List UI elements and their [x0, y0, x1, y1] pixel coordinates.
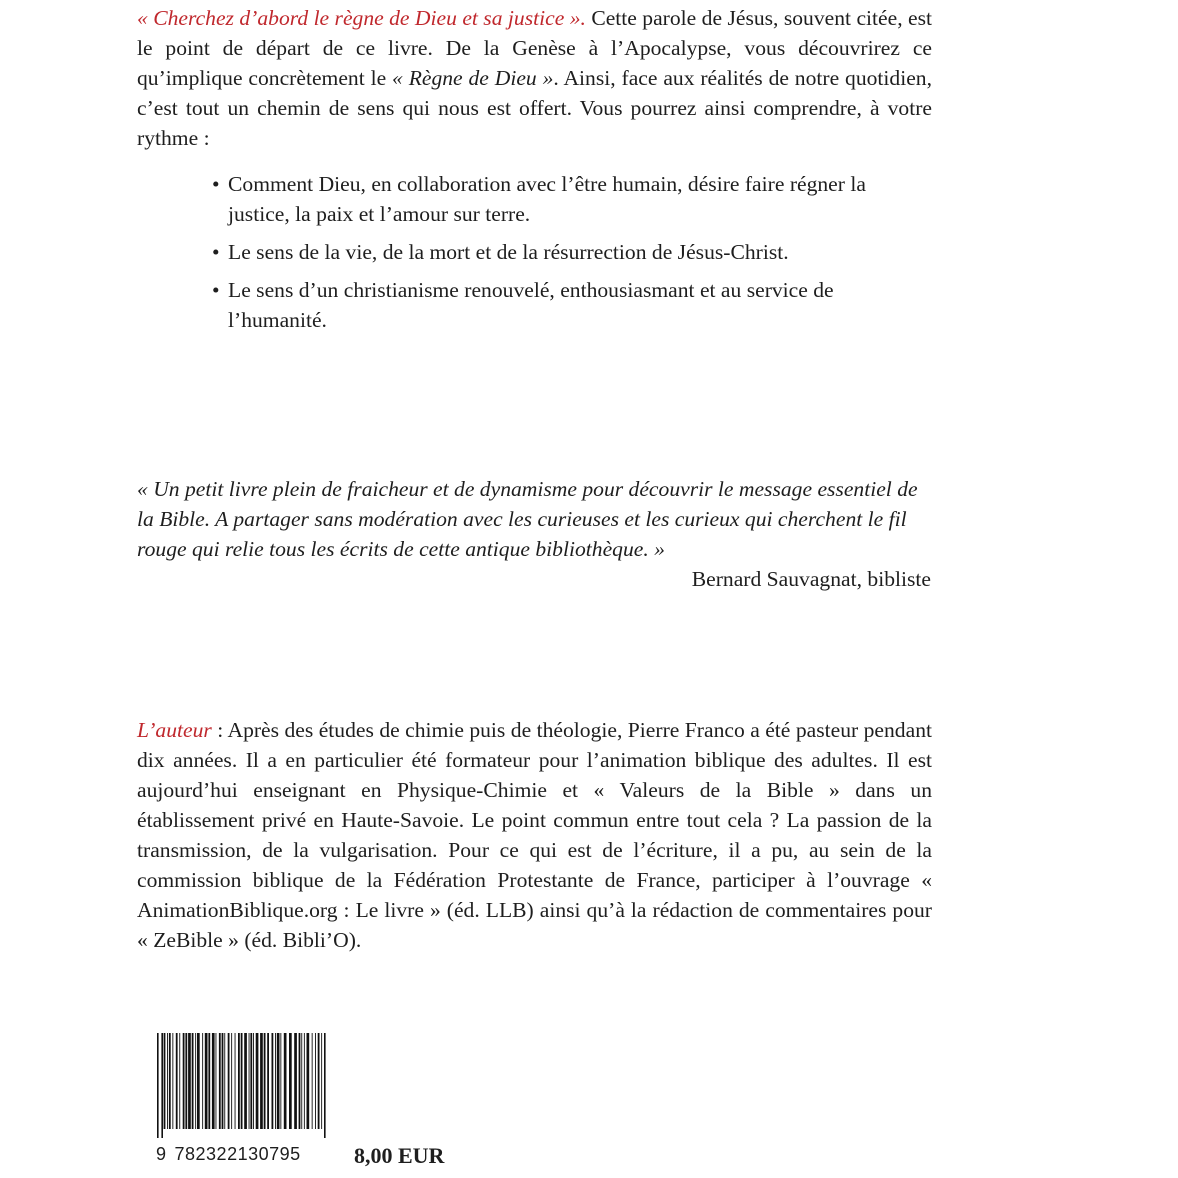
barcode-digit-lead: 9	[156, 1144, 167, 1164]
barcode-bar	[301, 1033, 302, 1129]
intro-paragraph	[137, 3, 932, 153]
barcode-bar	[267, 1033, 269, 1129]
barcode-bar	[277, 1033, 280, 1129]
barcode-bar	[260, 1033, 263, 1129]
barcode-bar	[195, 1033, 196, 1129]
review-author: Bernard Sauvagnat, bibliste	[691, 567, 931, 591]
barcode-bar	[157, 1033, 159, 1138]
bullet-item: • Le sens d’un christianisme renouvelé, enthousiasmant et au service de l’humanité.	[212, 275, 932, 335]
bullet-list	[212, 169, 932, 343]
barcode-image	[157, 1033, 327, 1138]
barcode-bar	[264, 1033, 266, 1129]
author-bio	[137, 715, 932, 955]
barcode-bar	[222, 1033, 224, 1129]
barcode-bar	[219, 1033, 221, 1129]
barcode-bar	[216, 1033, 217, 1129]
barcode-digits-rest: 782322130795	[174, 1144, 301, 1164]
barcode-bar	[304, 1033, 305, 1129]
bullet-item: • Le sens de la vie, de la mort et de la résurrection de Jésus-Christ.	[212, 237, 932, 267]
barcode-bar	[318, 1033, 320, 1129]
intro-regne: « Règne de Dieu »	[392, 66, 554, 90]
review-quote: « Un petit livre plein de fraicheur et de dynamisme pour découvrir le message essentiel de la Bible. A partager sans modération avec les curieuses et les curieux qui cherchent le fil rouge qui relie tous les écrits de cette antique bibliothèque. »	[137, 477, 918, 561]
barcode-bar	[307, 1033, 310, 1129]
intro-text-1: Cette parole de Jésus, souvent citée, est le point de départ de ce livre. De la Genèse à l’Apocalypse, vous découvrirez ce qu’implique concrètement le	[137, 6, 932, 90]
barcode-bar	[167, 1033, 168, 1129]
barcode-bar	[275, 1033, 276, 1129]
barcode-bar	[231, 1033, 232, 1129]
barcode-bar	[202, 1033, 203, 1129]
barcode-bar	[256, 1033, 259, 1129]
barcode-bar	[315, 1033, 316, 1129]
author-label: L’auteur	[137, 718, 212, 742]
barcode-bar	[192, 1033, 194, 1129]
barcode-bar	[188, 1033, 191, 1129]
barcode-bar	[299, 1033, 301, 1129]
barcode-bar	[324, 1033, 326, 1138]
barcode-bar	[176, 1033, 178, 1129]
barcode-bar	[169, 1033, 171, 1129]
barcode-bar	[241, 1033, 243, 1129]
barcode-bar	[205, 1033, 208, 1129]
barcode-bar	[235, 1033, 236, 1129]
barcode-bar	[185, 1033, 187, 1129]
bullet-item: • Comment Dieu, en collaboration avec l’être humain, désire faire régner la justice, la paix et l’amour sur terre.	[212, 169, 932, 229]
barcode-bar	[179, 1033, 180, 1129]
barcode-bar	[280, 1033, 281, 1129]
barcode-bar	[183, 1033, 185, 1129]
author-bio-text: : Après des études de chimie puis de théologie, Pierre Franco a été pasteur pendant dix années. Il a en particulier été formateur pour l’animation biblique des adultes. Il est aujourd’hui enseignant en Physique-Chimie et « Valeurs de la Bible » dans un établissement privé en Haute-Savoie. Le point commun entre tout cela ? La passion de la transmission, de la vulgarisation. Pour ce qui est de l’écriture, il a pu, au sein de la commission biblique de la Fédération Protestante de France, participer à l’ouvrage « AnimationBiblique.org : Le livre » (éd. LLB) ainsi qu’à la rédaction de commentaires pour « ZeBible » (éd. Bibli’O).	[137, 718, 932, 952]
barcode-digits	[156, 1144, 328, 1164]
barcode-bar	[212, 1033, 215, 1129]
barcode-bar	[253, 1033, 254, 1129]
barcode-bar	[244, 1033, 247, 1129]
barcode-bar	[321, 1033, 322, 1129]
barcode-bar	[272, 1033, 274, 1129]
barcode-bar	[238, 1033, 240, 1129]
barcode-bar	[250, 1033, 252, 1129]
barcode-bar	[284, 1033, 287, 1129]
barcode-bar	[161, 1033, 163, 1138]
barcode-bar	[289, 1033, 292, 1129]
barcode-bar	[228, 1033, 230, 1129]
barcode-bar	[172, 1033, 173, 1129]
price-label: 8,00 EUR	[354, 1143, 445, 1168]
barcode-bar	[164, 1033, 166, 1129]
barcode-bar	[294, 1033, 297, 1129]
barcode-bar	[224, 1033, 225, 1129]
barcode-bar	[208, 1033, 210, 1129]
barcode-bar	[249, 1033, 250, 1129]
barcode-bar	[312, 1033, 313, 1129]
intro-text-2: . Ainsi, face aux réalités de notre quotidien, c’est tout un chemin de sens qui nous est offert. Vous pourrez ainsi comprendre, à votre rythme :	[137, 66, 933, 150]
intro-quote: « Cherchez d’abord le règne de Dieu et sa justice ».	[137, 6, 586, 30]
barcode-bar	[197, 1033, 200, 1129]
